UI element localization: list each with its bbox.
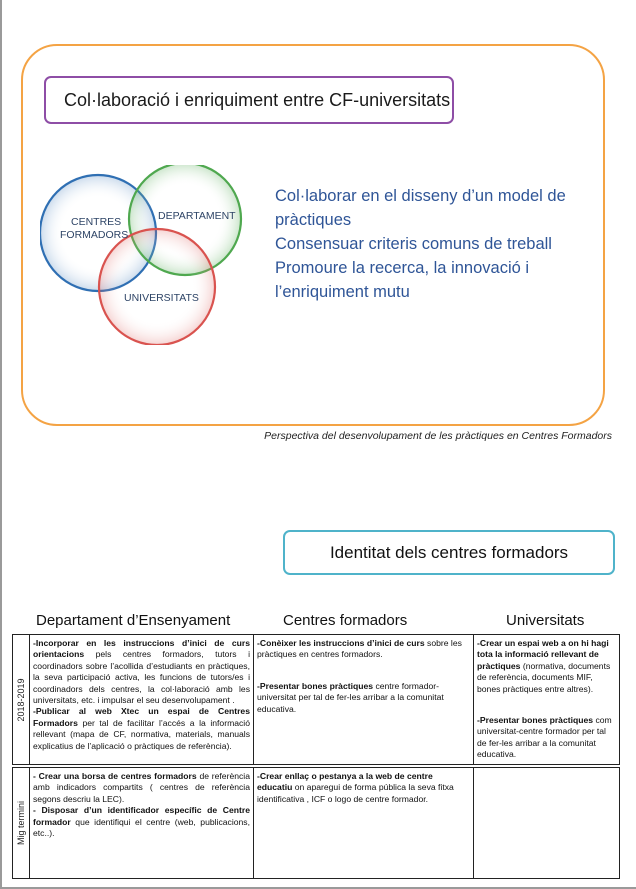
figure-caption: Perspectiva del desenvolupament de les pràctiques en Centres Formadors [264,430,612,442]
cell-text: de referència amb indicadors compartits ( centres de referència segons descriu la LEC). [33,771,250,804]
table-cell-departament [30,768,254,878]
cell-bold-text: -Incorporar en les instruccions d’inici de curs orientacions [33,638,250,660]
goal-line: Col·laborar en el disseny d’un model de [275,187,566,205]
table-cell-universitats [474,768,619,878]
goals-list [275,184,605,304]
cell-text: com universitat-centre formador per tal de fer-les arribar a la comunitat educativa. [477,715,612,760]
venn-diagram [40,165,250,345]
venn-label-universitats: UNIVERSITATS [124,292,199,304]
cell-bold-text: - Crear una borsa de centres formadors [33,771,197,781]
row-label: 2018-2019 [16,677,26,722]
identity-title: Identitat dels centres formadors [329,543,569,562]
table-cell-centres [254,635,474,764]
cell-text: (normativa, documents de referència, documents MIF, bones pràctiques entre altres). [477,660,611,694]
row-label-cell [13,635,30,764]
cell-text: pels centres formadors, tutors i coordinadors sobre l’acollida d’estudiants en pràctiques, la seva participació activa, les funcions de tutors/es i coordinadors dels centres, la col·laboració amb les universitats, etc. i impulsar el seu desenvolupament . [33,649,250,706]
cell-bold-text: - Disposar d’un identificador específic de Centre formador [33,805,250,827]
cell-bold-text: -Presentar bones pràctiques [257,680,374,691]
venn-label-centres-2: FORMADORS [60,229,129,241]
cell-text: per tal de facilitar l’accés a la informació rellevant (mapa de CF, normativa, materials, manuals explicatius de l’aplicació o pràctiques de referència). [33,717,250,751]
cell-bold-text: -Crear enllaç o pestanya a la web de centre educatiu [257,771,433,793]
goal-line: Promoure la recerca, la innovació i [275,259,530,277]
table-row [12,767,620,879]
column-header-universitats: Universitats [506,612,585,629]
table-cell-universitats [474,635,619,764]
cell-bold-text: -Conèixer les instruccions d’inici de curs [257,638,425,648]
page-title: Col·laboració i enriquiment entre CF-universitats [64,90,451,110]
goal-line: Consensuar criteris comuns de treball [275,235,552,253]
title-box [44,76,454,124]
table-cell-departament [30,635,254,764]
column-header-centres: Centres formadors [283,612,408,629]
venn-label-centres-1: CENTRES [71,216,122,228]
venn-label-departament: DEPARTAMENT [158,210,236,222]
cell-bold-text: -Publicar al web Xtec un espai de Centres Formadors [33,706,250,728]
venn-circle-universitats [99,229,215,345]
cell-text: sobre les pràctiques en centres formadors. [257,638,462,660]
page-edge-left [0,0,2,889]
row-label: Mig termini [16,800,26,846]
identity-box [283,530,615,575]
cell-text: que identifiqui el centre (web, publicacions, etc..). [33,816,250,839]
row-label-cell [13,768,30,878]
cell-bold-text: -Presentar bones pràctiques [477,715,594,726]
goal-line: l’enriquiment mutu [275,283,410,301]
cell-text: centre formador-universitat per tal de fer-les arribar a la comunitat educativa. [257,680,444,714]
actions-table [12,634,620,879]
cell-bold-text: -Crear un espai web a on hi hagi tota la informació rellevant de pràctiques [477,638,609,671]
table-row [12,634,620,765]
goal-line: pràctiques [275,211,352,229]
cell-text: on aparegui de forma pública la seva fitxa identificativa , ICF o logo de centre formador. [257,782,454,804]
table-cell-centres [254,768,474,878]
column-header-departament: Departament d’Ensenyament [36,612,231,629]
